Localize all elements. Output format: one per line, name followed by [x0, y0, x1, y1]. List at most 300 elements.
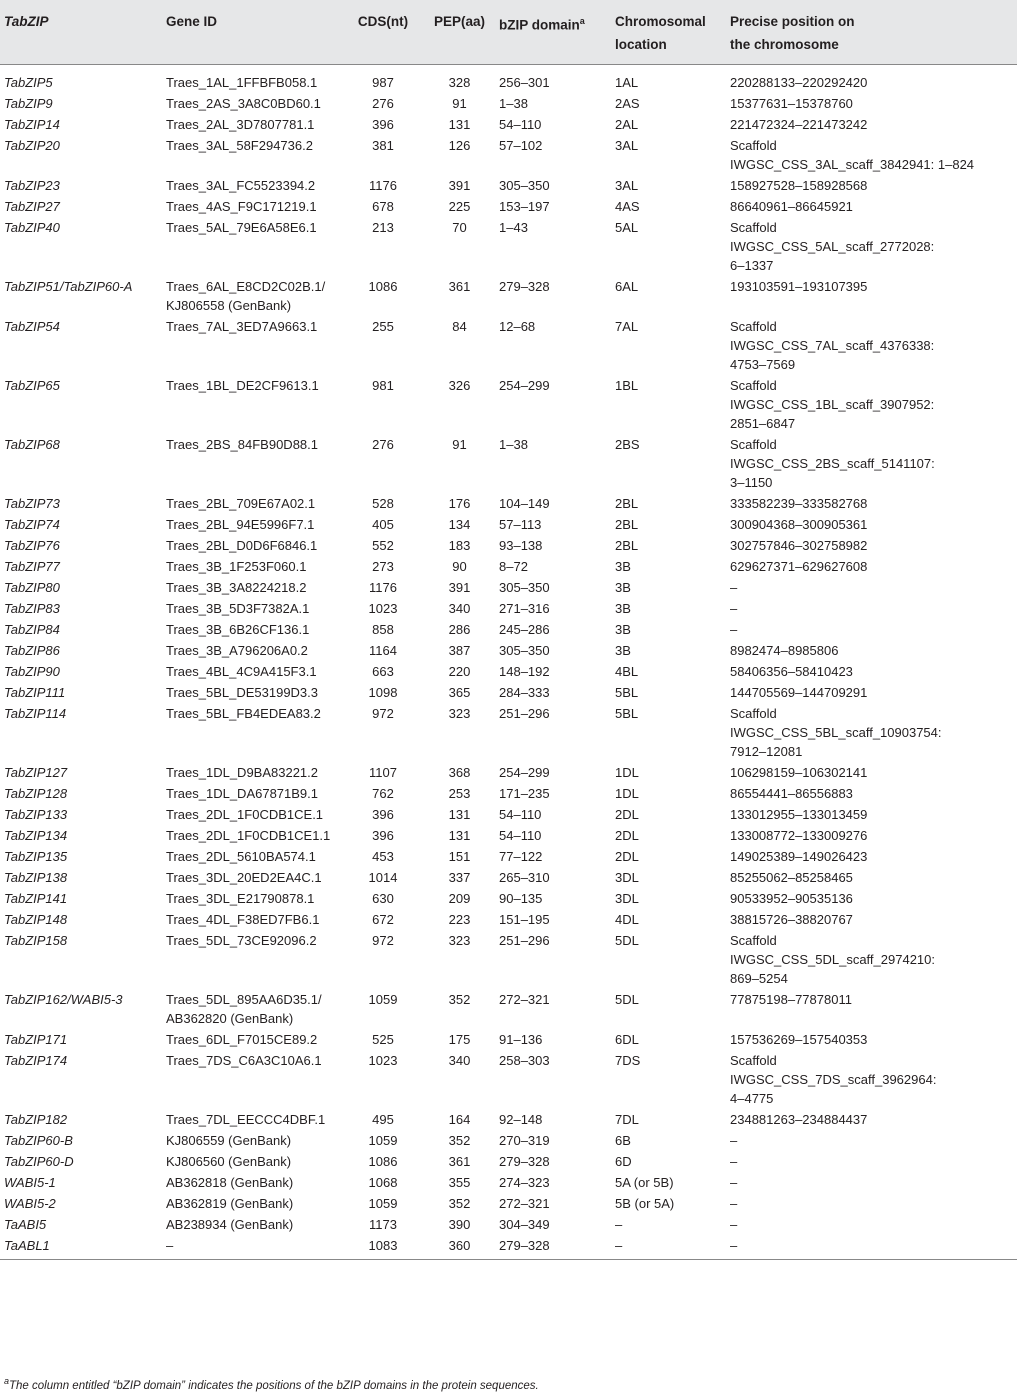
cell-position: –	[730, 1196, 738, 1211]
table-row	[0, 782, 1017, 803]
cell-position: 58406356–58410423	[730, 664, 853, 679]
cell-tabzip: TabZIP14	[4, 117, 60, 132]
cell-bzip-domain: 305–350	[499, 580, 550, 595]
cell-gene-id: Traes_2DL_1F0CDB1CE.1	[166, 807, 324, 822]
cell-bzip-domain: 171–235	[499, 786, 550, 801]
cell-pep: 391	[448, 178, 471, 193]
footnote-mark: a	[4, 1376, 10, 1386]
cell-bzip-domain: 258–303	[499, 1053, 550, 1068]
cell-cds: 672	[372, 912, 394, 927]
table-row	[0, 65, 1017, 93]
cell-chromosome: 5AL	[615, 220, 639, 235]
cell-cds: 405	[372, 517, 394, 532]
table-row	[0, 174, 1017, 195]
cell-tabzip: TabZIP138	[4, 870, 68, 885]
cell-position: 38815726–38820767	[730, 912, 853, 927]
cell-gene-id: Traes_6DL_F7015CE89.2	[166, 1032, 318, 1047]
cell-cds: 525	[372, 1032, 394, 1047]
cell-gene-id: Traes_2BL_D0D6F6846.1	[166, 538, 318, 553]
cell-tabzip: TabZIP171	[4, 1032, 68, 1047]
cell-position: 86554441–86556883	[730, 786, 853, 801]
cell-tabzip: TabZIP128	[4, 786, 68, 801]
table-row	[0, 113, 1017, 134]
cell-chromosome: 1BL	[615, 378, 639, 393]
cell-pep: 323	[448, 933, 471, 948]
cell-cds: 1014	[368, 870, 398, 885]
cell-bzip-domain: 57–102	[499, 138, 543, 153]
cell-gene-id: Traes_6AL_E8CD2C02B.1/ KJ806558 (GenBank)	[166, 279, 326, 313]
table-row	[0, 275, 1017, 315]
cell-pep: 131	[448, 828, 471, 843]
table-row	[0, 513, 1017, 534]
table-row	[0, 908, 1017, 929]
cell-tabzip: TabZIP9	[4, 96, 53, 111]
cell-pep: 90	[452, 559, 467, 574]
cell-pep: 84	[452, 319, 467, 334]
cell-pep: 340	[448, 601, 471, 616]
cell-position: 158927528–158928568	[730, 178, 868, 193]
cell-chromosome: 7DS	[615, 1053, 641, 1068]
cell-gene-id: Traes_5DL_895AA6D35.1/ AB362820 (GenBank)	[166, 992, 322, 1026]
cell-gene-id: AB238934 (GenBank)	[166, 1217, 294, 1232]
cell-tabzip: TaABI5	[4, 1217, 47, 1232]
cell-cds: 1059	[368, 1133, 398, 1148]
cell-tabzip: TabZIP134	[4, 828, 68, 843]
cell-bzip-domain: 254–299	[499, 765, 550, 780]
cell-bzip-domain: 153–197	[499, 199, 550, 214]
cell-gene-id: Traes_2DL_5610BA574.1	[166, 849, 316, 864]
cell-bzip-domain: 1–38	[499, 96, 528, 111]
cell-cds: 1023	[368, 1053, 398, 1068]
table-row	[0, 845, 1017, 866]
cell-tabzip: TabZIP54	[4, 319, 60, 334]
cell-gene-id: Traes_3B_3A8224218.2	[166, 580, 307, 595]
cell-gene-id: Traes_5BL_DE53199D3.3	[166, 685, 319, 700]
cell-cds: 1086	[368, 1154, 398, 1169]
table-row	[0, 681, 1017, 702]
cell-chromosome: 5B (or 5A)	[615, 1196, 675, 1211]
cell-position: Scaffold IWGSC_CSS_2BS_scaff_5141107: 3–1150	[730, 437, 935, 490]
table-row	[0, 492, 1017, 513]
cell-chromosome: 4DL	[615, 912, 639, 927]
cell-gene-id: Traes_5DL_73CE92096.2	[166, 933, 317, 948]
cell-gene-id: Traes_2DL_1F0CDB1CE1.1	[166, 828, 331, 843]
cell-pep: 151	[448, 849, 471, 864]
cell-gene-id: Traes_3B_5D3F7382A.1	[166, 601, 310, 616]
cell-chromosome: 7AL	[615, 319, 639, 334]
cell-bzip-domain: 104–149	[499, 496, 550, 511]
cell-position: 149025389–149026423	[730, 849, 868, 864]
cell-position: –	[730, 622, 738, 637]
cell-position: 8982474–8985806	[730, 643, 839, 658]
cell-chromosome: 3DL	[615, 891, 639, 906]
cell-tabzip: TabZIP65	[4, 378, 60, 393]
cell-gene-id: Traes_2AL_3D7807781.1	[166, 117, 315, 132]
cell-position: 85255062–85258465	[730, 870, 853, 885]
table-row	[0, 534, 1017, 555]
table-row	[0, 597, 1017, 618]
table-row	[0, 988, 1017, 1028]
cell-cds: 396	[372, 807, 394, 822]
cell-cds: 1164	[369, 643, 397, 658]
cell-position: 133008772–133009276	[730, 828, 868, 843]
table-row	[0, 433, 1017, 492]
header-footnote-mark: a	[579, 16, 585, 26]
cell-tabzip: TabZIP133	[4, 807, 68, 822]
cell-pep: 360	[424, 1234, 495, 1260]
cell-position: 629627371–629627608	[730, 559, 868, 574]
cell-chromosome: 3B	[615, 643, 631, 658]
cell-bzip-domain: 305–350	[499, 178, 550, 193]
cell-cds: 1059	[368, 992, 398, 1007]
cell-pep: 223	[448, 912, 471, 927]
cell-gene-id: AB362818 (GenBank)	[166, 1175, 294, 1190]
cell-cds: 1107	[369, 765, 397, 780]
cell-tabzip: TabZIP51/TabZIP60-A	[4, 279, 133, 294]
cell-pep: 70	[452, 220, 467, 235]
cell-cds: 972	[372, 706, 394, 721]
cell-pep: 126	[448, 138, 471, 153]
cell-chromosome: 4AS	[615, 199, 640, 214]
cell-tabzip: TabZIP23	[4, 178, 60, 193]
cell-tabzip: TabZIP80	[4, 580, 60, 595]
cell-position: Scaffold IWGSC_CSS_1BL_scaff_3907952: 2851–6847	[730, 378, 935, 431]
cell-bzip-domain: 91–136	[499, 1032, 543, 1047]
cell-gene-id: Traes_3AL_58F294736.2	[166, 138, 313, 153]
cell-tabzip: TabZIP148	[4, 912, 68, 927]
cell-cds: 1176	[369, 580, 397, 595]
cell-tabzip: TabZIP68	[4, 437, 60, 452]
cell-pep: 176	[448, 496, 471, 511]
cell-bzip-domain: 54–110	[499, 807, 542, 822]
cell-position: 234881263–234884437	[730, 1112, 868, 1127]
cell-bzip-domain: 54–110	[499, 117, 542, 132]
table-footnote	[4, 1376, 539, 1392]
cell-gene-id: Traes_2BL_94E5996F7.1	[166, 517, 315, 532]
cell-chromosome: 5BL	[615, 685, 639, 700]
cell-bzip-domain: 90–135	[499, 891, 543, 906]
cell-position: 77875198–77878011	[730, 992, 852, 1007]
cell-bzip-domain: 279–328	[495, 1234, 611, 1260]
table-row	[0, 315, 1017, 374]
cell-bzip-domain: 245–286	[499, 622, 550, 637]
table-row	[0, 1028, 1017, 1049]
cell-cds: 630	[372, 891, 394, 906]
cell-bzip-domain: 271–316	[499, 601, 550, 616]
cell-position: 221472324–221473242	[730, 117, 868, 132]
header-row	[0, 0, 1017, 65]
cell-position: Scaffold IWGSC_CSS_3AL_scaff_3842941: 1–824	[730, 138, 975, 172]
table-header	[0, 0, 1017, 65]
cell-chromosome: 5DL	[615, 992, 639, 1007]
table-row	[0, 761, 1017, 782]
cell-tabzip: TabZIP114	[4, 706, 67, 721]
cell-tabzip: TabZIP141	[4, 891, 68, 906]
cell-cds: 495	[372, 1112, 394, 1127]
cell-chromosome: 2DL	[615, 828, 639, 843]
cell-pep: 352	[448, 1133, 471, 1148]
cell-chromosome: 5DL	[615, 933, 639, 948]
cell-cds: 1098	[368, 685, 398, 700]
cell-position: –	[730, 601, 738, 616]
cell-tabzip: TabZIP60-D	[4, 1154, 74, 1169]
cell-position: –	[730, 1175, 738, 1190]
table-row	[0, 1150, 1017, 1171]
cell-gene-id: Traes_3B_A796206A0.2	[166, 643, 308, 658]
header-pep: PEP(aa)	[424, 0, 495, 65]
cell-chromosome: 6B	[615, 1133, 631, 1148]
cell-bzip-domain: 57–113	[499, 517, 542, 532]
cell-pep: 326	[448, 378, 471, 393]
cell-tabzip: TabZIP84	[4, 622, 60, 637]
cell-position: 220288133–220292420	[730, 75, 868, 90]
cell-tabzip: TabZIP135	[4, 849, 68, 864]
cell-bzip-domain: 1–43	[499, 220, 528, 235]
header-cds: CDS(nt)	[342, 0, 424, 65]
cell-position: Scaffold IWGSC_CSS_5AL_scaff_2772028: 6–1337	[730, 220, 935, 273]
cell-tabzip: TabZIP111	[4, 685, 66, 700]
cell-chromosome: 1AL	[615, 75, 639, 90]
cell-pep: 175	[448, 1032, 471, 1047]
table-row	[0, 887, 1017, 908]
cell-tabzip: TaABL1	[0, 1234, 162, 1260]
table-row	[0, 1171, 1017, 1192]
cell-position: –	[730, 1217, 738, 1232]
cell-position: 300904368–300905361	[730, 517, 868, 532]
table-row	[0, 660, 1017, 681]
cell-gene-id: AB362819 (GenBank)	[166, 1196, 294, 1211]
cell-gene-id: Traes_5AL_79E6A58E6.1	[166, 220, 317, 235]
cell-bzip-domain: 274–323	[499, 1175, 550, 1190]
cell-bzip-domain: 93–138	[499, 538, 543, 553]
table-row	[0, 134, 1017, 174]
table-row	[0, 824, 1017, 845]
cell-gene-id: Traes_3DL_E21790878.1	[166, 891, 315, 906]
cell-chromosome: 2DL	[615, 807, 639, 822]
cell-cds: 858	[372, 622, 394, 637]
cell-position: Scaffold IWGSC_CSS_5BL_scaff_10903754: 7912–12081	[730, 706, 942, 759]
cell-position: Scaffold IWGSC_CSS_7AL_scaff_4376338: 4753–7569	[730, 319, 935, 372]
table-row	[0, 576, 1017, 597]
table-row	[0, 374, 1017, 433]
table-row	[0, 195, 1017, 216]
cell-cds: 762	[372, 786, 394, 801]
cell-chromosome: 2BS	[615, 437, 640, 452]
cell-pep: 391	[448, 580, 471, 595]
cell-chromosome: 4BL	[615, 664, 639, 679]
cell-bzip-domain: 265–310	[499, 870, 550, 885]
cell-chromosome: 1DL	[615, 786, 639, 801]
header-tabzip: TabZIP	[0, 0, 162, 65]
cell-bzip-domain: 77–122	[499, 849, 543, 864]
cell-cds: 396	[372, 828, 394, 843]
cell-chromosome: 6D	[615, 1154, 632, 1169]
cell-position: Scaffold IWGSC_CSS_5DL_scaff_2974210: 869–5254	[730, 933, 935, 986]
cell-cds: 552	[372, 538, 394, 553]
cell-position: 302757846–302758982	[730, 538, 868, 553]
cell-gene-id: Traes_7AL_3ED7A9663.1	[166, 319, 318, 334]
cell-cds: 1023	[368, 601, 398, 616]
cell-position: 106298159–106302141	[730, 765, 868, 780]
cell-gene-id: Traes_2AS_3A8C0BD60.1	[166, 96, 321, 111]
table-row	[0, 866, 1017, 887]
cell-pep: 361	[448, 1154, 471, 1169]
cell-tabzip: TabZIP83	[4, 601, 60, 616]
cell-tabzip: TabZIP74	[4, 517, 60, 532]
cell-pep: 390	[448, 1217, 471, 1232]
table-row	[0, 1234, 1017, 1260]
cell-pep: 209	[448, 891, 471, 906]
cell-cds: 1086	[368, 279, 398, 294]
cell-gene-id: Traes_3DL_20ED2EA4C.1	[166, 870, 322, 885]
cell-tabzip: TabZIP76	[4, 538, 60, 553]
cell-cds: 273	[372, 559, 394, 574]
cell-chromosome: 3B	[615, 559, 631, 574]
cell-gene-id: Traes_3B_1F253F060.1	[166, 559, 307, 574]
table-body	[0, 65, 1017, 1260]
cell-pep: 131	[448, 807, 471, 822]
cell-cds: 276	[372, 96, 394, 111]
cell-bzip-domain: 148–192	[499, 664, 550, 679]
cell-pep: 368	[448, 765, 471, 780]
cell-pep: 340	[448, 1053, 471, 1068]
cell-gene-id: Traes_2BS_84FB90D88.1	[166, 437, 319, 452]
cell-tabzip: WABI5-2	[4, 1196, 56, 1211]
cell-cds: 987	[372, 75, 394, 90]
cell-cds: 1068	[368, 1175, 398, 1190]
cell-bzip-domain: 254–299	[499, 378, 550, 393]
cell-tabzip: TabZIP182	[4, 1112, 68, 1127]
header-precise-position: Precise position on the chromosome	[726, 0, 1017, 65]
cell-pep: 337	[448, 870, 471, 885]
cell-gene-id: Traes_2BL_709E67A02.1	[166, 496, 316, 511]
cell-bzip-domain: 1–38	[499, 437, 528, 452]
cell-gene-id: KJ806560 (GenBank)	[166, 1154, 292, 1169]
cell-bzip-domain: 272–321	[499, 1196, 550, 1211]
cell-pep: 91	[452, 96, 467, 111]
cell-position: 144705569–144709291	[730, 685, 868, 700]
cell-bzip-domain: 251–296	[499, 933, 550, 948]
cell-bzip-domain: 12–68	[499, 319, 536, 334]
cell-gene-id: Traes_5BL_FB4EDEA83.2	[166, 706, 321, 721]
cell-bzip-domain: 270–319	[499, 1133, 550, 1148]
header-bzip-domain	[495, 0, 611, 65]
cell-tabzip: TabZIP162/WABI5-3	[4, 992, 123, 1007]
cell-cds: 396	[372, 117, 394, 132]
cell-bzip-domain: 305–350	[499, 643, 550, 658]
cell-position: 90533952–90535136	[730, 891, 853, 906]
cell-bzip-domain: 284–333	[499, 685, 550, 700]
cell-cds: 678	[372, 199, 394, 214]
cell-tabzip: TabZIP40	[4, 220, 60, 235]
cell-cds: 1083	[342, 1234, 424, 1260]
cell-position: 157536269–157540353	[730, 1032, 868, 1047]
cell-cds: 663	[372, 664, 394, 679]
cell-pep: 253	[448, 786, 471, 801]
cell-pep: 361	[448, 279, 471, 294]
cell-tabzip: TabZIP90	[4, 664, 60, 679]
cell-bzip-domain: 151–195	[499, 912, 550, 927]
cell-gene-id: Traes_3AL_FC5523394.2	[166, 178, 316, 193]
cell-tabzip: TabZIP158	[4, 933, 68, 948]
cell-gene-id: Traes_7DL_EECCC4DBF.1	[166, 1112, 326, 1127]
cell-tabzip: TabZIP86	[4, 643, 60, 658]
cell-bzip-domain: 8–72	[499, 559, 528, 574]
cell-tabzip: TabZIP5	[4, 75, 53, 90]
table-row	[0, 1129, 1017, 1150]
cell-pep: 323	[448, 706, 471, 721]
cell-pep: 387	[448, 643, 471, 658]
cell-cds: 981	[372, 378, 394, 393]
table-row	[0, 555, 1017, 576]
cell-pep: 328	[448, 75, 471, 90]
cell-gene-id: Traes_1BL_DE2CF9613.1	[166, 378, 319, 393]
cell-bzip-domain: 304–349	[499, 1217, 550, 1232]
cell-bzip-domain: 54–110	[499, 828, 542, 843]
cell-pep: 286	[448, 622, 471, 637]
cell-chromosome: –	[615, 1217, 623, 1232]
table-row	[0, 1108, 1017, 1129]
cell-pep: 352	[448, 1196, 471, 1211]
cell-position: 193103591–193107395	[730, 279, 868, 294]
cell-chromosome: 6DL	[615, 1032, 639, 1047]
header-bzip-domain-text: bZIP domain	[499, 17, 580, 33]
cell-cds: 453	[372, 849, 394, 864]
table-row	[0, 1213, 1017, 1234]
cell-gene-id: –	[162, 1234, 342, 1260]
cell-bzip-domain: 251–296	[499, 706, 550, 721]
cell-chromosome: 3B	[615, 580, 631, 595]
cell-cds: 1173	[369, 1217, 397, 1232]
cell-chromosome: 5BL	[615, 706, 639, 721]
cell-cds: 381	[372, 138, 394, 153]
table-row	[0, 639, 1017, 660]
cell-tabzip: TabZIP174	[4, 1053, 68, 1068]
cell-pep: 183	[448, 538, 471, 553]
cell-chromosome: 3B	[615, 622, 631, 637]
table-row	[0, 216, 1017, 275]
cell-bzip-domain: 279–328	[499, 279, 550, 294]
cell-pep: 131	[448, 117, 471, 132]
cell-tabzip: TabZIP60-B	[4, 1133, 73, 1148]
cell-gene-id: Traes_1DL_DA67871B9.1	[166, 786, 319, 801]
cell-chromosome: 2BL	[615, 538, 639, 553]
cell-chromosome: 2DL	[615, 849, 639, 864]
cell-gene-id: Traes_7DS_C6A3C10A6.1	[166, 1053, 322, 1068]
cell-chromosome: –	[611, 1234, 726, 1260]
cell-gene-id: KJ806559 (GenBank)	[166, 1133, 292, 1148]
table-row	[0, 929, 1017, 988]
table-row	[0, 1192, 1017, 1213]
cell-position: 86640961–86645921	[730, 199, 853, 214]
cell-tabzip: TabZIP27	[4, 199, 60, 214]
cell-chromosome: 2BL	[615, 517, 639, 532]
cell-chromosome: 1DL	[615, 765, 639, 780]
cell-pep: 220	[448, 664, 471, 679]
cell-chromosome: 7DL	[615, 1112, 639, 1127]
cell-position: –	[726, 1234, 1017, 1260]
cell-bzip-domain: 279–328	[499, 1154, 550, 1169]
cell-pep: 365	[448, 685, 471, 700]
table-row	[0, 1049, 1017, 1108]
cell-gene-id: Traes_4DL_F38ED7FB6.1	[166, 912, 320, 927]
cell-tabzip: TabZIP20	[4, 138, 60, 153]
cell-pep: 355	[448, 1175, 471, 1190]
cell-cds: 1059	[368, 1196, 398, 1211]
cell-gene-id: Traes_4AS_F9C171219.1	[166, 199, 317, 214]
cell-bzip-domain: 92–148	[499, 1112, 543, 1127]
cell-chromosome: 5A (or 5B)	[615, 1175, 674, 1190]
